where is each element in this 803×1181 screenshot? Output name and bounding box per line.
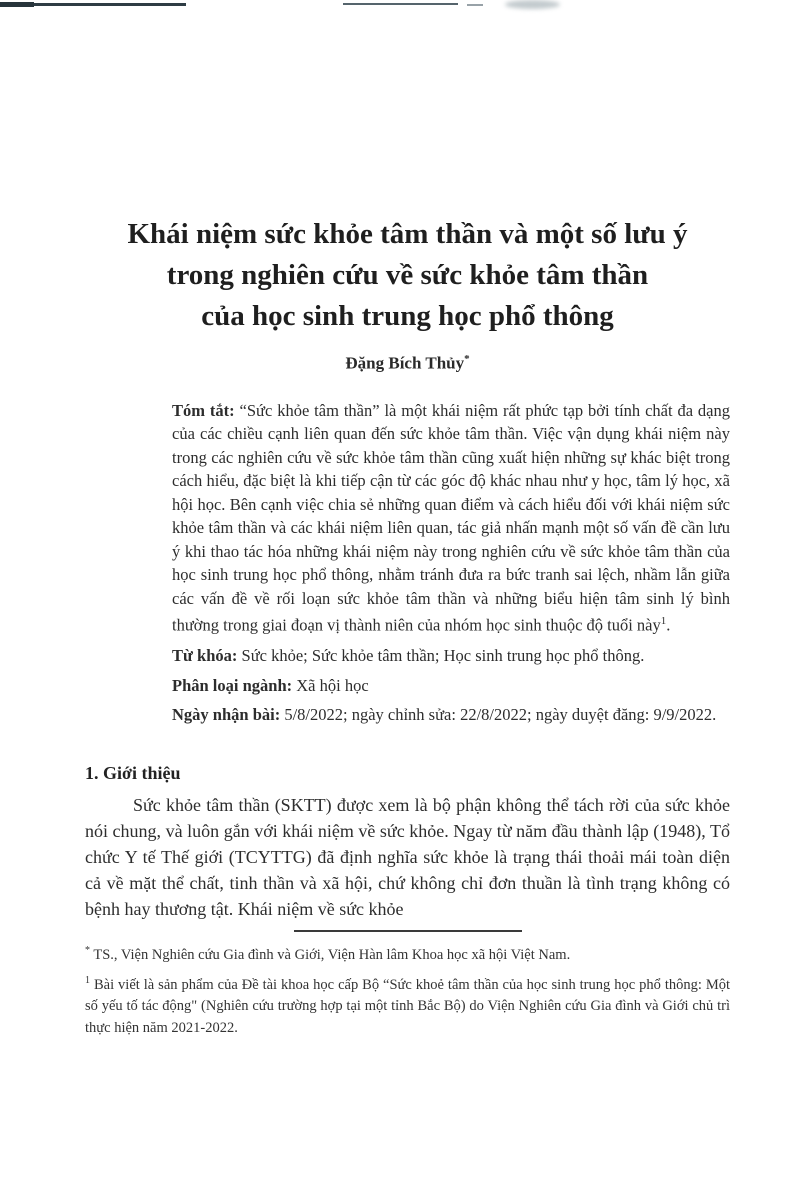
- article-title-line-2: trong nghiên cứu về sức khỏe tâm thần: [166, 259, 649, 291]
- keywords-text: Sức khỏe; Sức khỏe tâm thần; Học sinh trung học phổ thông.: [241, 646, 645, 666]
- article-title: [85, 214, 730, 337]
- author-name: Đặng Bích Thủy: [345, 353, 465, 373]
- abstract-text: “Sức khỏe tâm thần” là một khái niệm rất phức tạp bởi tính chất đa dạng của các chiều cạnh liên quan đến sức khỏe tâm thần. Việc vận dụng khái niệm này trong các nghiên cứu về sức khỏe tâm thần cũng xuất hiện những sự khác biệt trong cách hiểu, đặc biệt là khi tiếp cận từ các góc độ khác nhau như y học, tâm lý học, xã hội học. Bên cạnh việc chia sẻ những quan điểm và cách hiểu đối với khái niệm sức khỏe tâm thần và các khái niệm liên quan, tác giả nhấn mạnh một số vấn đề cần lưu ý khi thao tác hóa những khái niệm này trong nghiên cứu về sức khỏe tâm thần của học sinh trung học phổ thông, nhằm tránh đưa ra bức tranh sai lệch, nhầm lẫn giữa các vấn đề về rối loạn sức khỏe tâm thần và những biểu hiện tâm sinh lý bình thường trong giai đoạn vị thành niên của nhóm học sinh thuộc độ tuổi này: [172, 400, 731, 635]
- footnote-separator-rule: [294, 930, 522, 932]
- article-title-line-3: của học sinh trung học phổ thông: [201, 300, 614, 332]
- abstract-closing-period: .: [666, 615, 671, 635]
- footnote-asterisk-mark: *: [85, 944, 90, 956]
- author-line: [85, 353, 730, 374]
- footnote-affiliation-text: TS., Viện Nghiên cứu Gia đình và Giới, Viện Hàn lâm Khoa học xã hội Việt Nam.: [93, 946, 571, 963]
- dates-text: 5/8/2022; ngày chỉnh sửa: 22/8/2022; ngày duyệt đăng: 9/9/2022.: [284, 705, 717, 725]
- section-heading-1: 1. Giới thiệu: [85, 762, 181, 783]
- scan-artifact-dash: [467, 4, 483, 6]
- classification-line: [172, 674, 730, 698]
- keywords-line: [172, 644, 730, 668]
- article-title-line-1: Khái niệm sức khỏe tâm thần và một số lưu ý: [127, 218, 688, 250]
- dates-line: [172, 703, 730, 727]
- footnote-1: [85, 970, 730, 1039]
- keywords-label: Từ khóa:: [172, 646, 238, 666]
- scan-artifact-line-middle: [343, 3, 458, 5]
- footnote-1-reference: 1: [660, 615, 667, 628]
- footnote-1-text: Bài viết là sản phẩm của Đề tài khoa học cấp Bộ “Sức khoẻ tâm thần của học sinh trung học phổ thông: Một số yếu tố tác động" (Nghiên cứu trường hợp tại một tỉnh Bắc Bộ) do Viện Nghiên cứu Gia đình và Giới chủ trì thực hiện năm 2021-2022.: [85, 976, 731, 1036]
- footnote-affiliation: [85, 940, 730, 966]
- scan-artifact-line-left-tip: [0, 2, 34, 7]
- abstract-label: Tóm tắt:: [172, 400, 235, 420]
- scan-artifact-smudge: [505, 0, 560, 9]
- article-meta-block: [172, 399, 730, 727]
- footnote-1-mark: 1: [85, 974, 90, 986]
- classification-text: Xã hội học: [296, 675, 369, 695]
- dates-label: Ngày nhận bài:: [172, 705, 281, 725]
- classification-label: Phân loại ngành:: [172, 675, 293, 695]
- footnote-area: [85, 930, 730, 1040]
- abstract: [172, 399, 730, 638]
- author-affiliation-mark: *: [464, 353, 470, 365]
- introduction-paragraph: Sức khỏe tâm thần (SKTT) được xem là bộ phận không thể tách rời của sức khỏe nói chung, và luôn gắn với khái niệm về sức khỏe. Ngay từ năm đầu thành lập (1948), Tổ chức Y tế Thế giới (TCYTTG) đã định nghĩa sức khỏe là trạng thái thoải mái toàn diện cả về mặt thể chất, tinh thần và xã hội, chứ không chỉ đơn thuần là tình trạng không có bệnh hay thương tật. Khái niệm về sức khỏe: [85, 794, 730, 919]
